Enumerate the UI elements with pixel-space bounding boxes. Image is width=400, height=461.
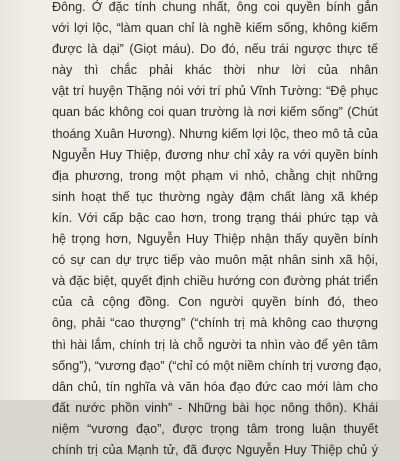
text-line: sinh hoạt thế tục thường ngày đậm chất làng xã khép — [52, 189, 378, 204]
text-line: hệ trọng hơn, Nguyễn Huy Thiệp nhận thấy quyền bính — [52, 232, 378, 247]
text-line: với lợi lộc, “làm quan chỉ là nghề kiếm sống, không kiếm — [52, 21, 378, 36]
text-line: được là dại” (Giọt máu). Do đó, nếu trái ngược thực tế — [52, 42, 378, 57]
text-line: niệm “vương đạo”, được trọng tâm trong luận thuyết — [52, 421, 378, 436]
text-line: kín. Với cấp bậc cao hơn, trong trạng thái phức tạp và — [52, 210, 378, 225]
text-line: thoáng Xuân Hương). Nhưng kiếm lợi lộc, theo mô tả của — [52, 126, 378, 141]
text-line: và đặc biệt, quyết định chiều hướng con đường phát triển — [52, 274, 378, 289]
text-line: Nguyễn Huy Thiệp, đương như chỉ xảy ra với quyền bính — [52, 147, 378, 162]
text-line: vật trí huyện Thặng nói với trí phủ Vĩnh Tường: “Đệ phục — [52, 84, 378, 99]
text-line: đất nước phồn vinh” - Những bài học nông thôn). Khái — [52, 400, 378, 415]
text-line: thì hài lắm, chính trị là chỗ người ta nhìn vào để yên tâm — [52, 337, 378, 352]
body-text — [52, 0, 382, 461]
text-line: của cả cộng đồng. Con người quyền bính đó, theo — [52, 295, 378, 310]
text-line: này thì chắc phải khác thời như lời của nhân — [52, 63, 378, 78]
text-line: chính trị của Mạnh tử, đã được Nguyễn Huy Thiệp chủ ý — [52, 442, 378, 457]
text-line: quan bác không coi quan trường là nơi kiếm sống” (Chút — [52, 105, 378, 120]
text-line: sống”), “vương đạo” (“chỉ có một niềm chính trị vương đạo, — [52, 358, 382, 373]
text-line: Đông. Ở đặc tính chung nhất, ông coi quyền bính gắn — [52, 0, 378, 14]
text-line: dân chủ, tín nghĩa và văn hóa đạo đức cao mới làm cho — [52, 379, 378, 394]
text-line: địa phương, trong một phạm vi nhỏ, chằng chịt những — [52, 168, 378, 183]
text-line: có sự can dự trực tiếp vào muôn mặt nhân sinh xã hội, — [52, 253, 378, 268]
text-line: ông, phải “cao thượng” (“chính trị mà không cao thượng — [52, 316, 378, 331]
